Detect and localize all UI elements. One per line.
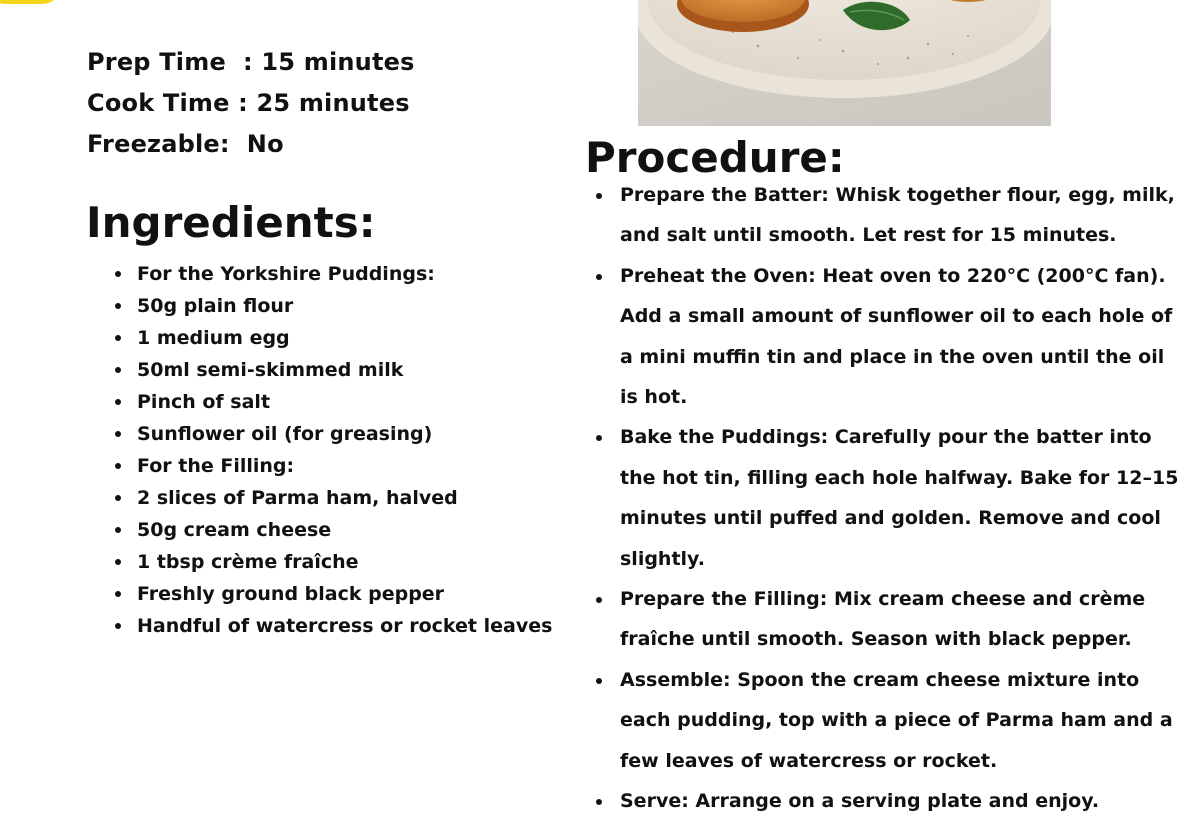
ingredient-item: Handful of watercress or rocket leaves bbox=[137, 610, 552, 642]
recipe-meta bbox=[87, 42, 415, 165]
procedure-step: Assemble: Spoon the cream cheese mixture into each pudding, top with a piece of Parma ham and a few leaves of watercress or rocket. bbox=[620, 660, 1180, 781]
ingredient-item: Sunflower oil (for greasing) bbox=[137, 418, 552, 450]
ingredient-item: Freshly ground black pepper bbox=[137, 578, 552, 610]
cook-time: Cook Time : 25 minutes bbox=[87, 89, 410, 117]
procedure-step: Prepare the Batter: Whisk together flour, egg, milk, and salt until smooth. Let rest for 15 minutes. bbox=[620, 175, 1180, 256]
procedure-step: Prepare the Filling: Mix cream cheese and crème fraîche until smooth. Season with black pepper. bbox=[620, 579, 1180, 660]
ingredient-item: 1 medium egg bbox=[137, 322, 552, 354]
ingredient-item: 50g plain flour bbox=[137, 290, 552, 322]
procedure-heading: Procedure: bbox=[585, 133, 845, 182]
freezable: Freezable: No bbox=[87, 130, 284, 158]
yellow-corner-decoration bbox=[0, 0, 62, 4]
procedure-step: Preheat the Oven: Heat oven to 220°C (200°C fan). Add a small amount of sunflower oil to each hole of a mini muffin tin and place in the oven until the oil is hot. bbox=[620, 256, 1180, 418]
prep-time: Prep Time : 15 minutes bbox=[87, 48, 415, 76]
ingredient-item: For the Filling: bbox=[137, 450, 552, 482]
ingredient-item: For the Yorkshire Puddings: bbox=[137, 258, 552, 290]
plate-illustration bbox=[638, 0, 1051, 126]
ingredient-item: 2 slices of Parma ham, halved bbox=[137, 482, 552, 514]
ingredients-heading: Ingredients: bbox=[86, 198, 376, 247]
ingredients-list bbox=[137, 258, 552, 642]
ingredient-item: 50g cream cheese bbox=[137, 514, 552, 546]
procedure-list bbox=[620, 175, 1180, 822]
food-photo bbox=[638, 0, 1051, 126]
ingredient-item: Pinch of salt bbox=[137, 386, 552, 418]
procedure-step: Bake the Puddings: Carefully pour the batter into the hot tin, filling each hole halfway. Bake for 12–15 minutes until puffed and golden. Remove and cool slightly. bbox=[620, 417, 1180, 579]
ingredient-item: 1 tbsp crème fraîche bbox=[137, 546, 552, 578]
procedure-step: Serve: Arrange on a serving plate and enjoy. bbox=[620, 781, 1180, 821]
ingredient-item: 50ml semi-skimmed milk bbox=[137, 354, 552, 386]
